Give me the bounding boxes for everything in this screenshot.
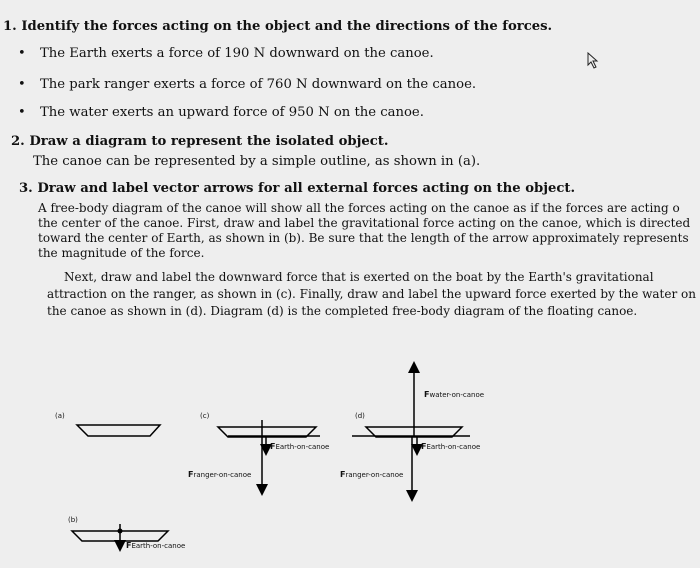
force-label-earth-d: FEarth-on-canoe: [421, 442, 481, 451]
section1-heading: 1. Identify the forces acting on the object and the directions of the forces.: [3, 19, 553, 34]
bullet-earth-force: The Earth exerts a force of 190 N downward on the canoe.: [40, 46, 434, 61]
para1-line: the center of the canoe. First, draw and label the gravitational force acting on the canoe, which is directed: [38, 216, 691, 230]
diagram-a-tag: (a): [55, 412, 65, 420]
force-label-earth-c: FEarth-on-canoe: [270, 442, 330, 451]
bullet-dot: •: [18, 77, 26, 92]
para2-line: the canoe as shown in (d). Diagram (d) is the completed free-body diagram of the floating canoe.: [47, 304, 638, 318]
canoe-outline-a: [77, 425, 160, 436]
diagram-d-tag: (d): [355, 412, 365, 420]
diagram-b-tag: (b): [68, 516, 78, 524]
bullet-dot: •: [18, 46, 26, 61]
force-label-earth-b: FEarth-on-canoe: [126, 541, 186, 550]
bullet-dot: •: [18, 105, 26, 120]
para2-line: Next, draw and label the downward force that is exerted on the boat by the Earth's gravitational: [64, 270, 654, 284]
bullet-water-force: The water exerts an upward force of 950 N on the canoe.: [40, 105, 424, 120]
section2-heading: 2. Draw a diagram to represent the isolated object.: [11, 134, 389, 149]
bullet-ranger-force: The park ranger exerts a force of 760 N downward on the canoe.: [40, 77, 477, 92]
force-label-ranger-c: Franger-on-canoe: [188, 470, 252, 479]
section2-text: The canoe can be represented by a simple outline, as shown in (a).: [33, 154, 481, 169]
force-label-ranger-d: Franger-on-canoe: [340, 470, 404, 479]
canoe-outline-c: [218, 420, 320, 490]
para2-line: attraction on the ranger, as shown in (c). Finally, draw and label the upward force exerted by the water on: [47, 287, 696, 301]
para1-line: toward the center of Earth, as shown in (b). Be sure that the length of the arrow approximately represents: [38, 231, 689, 245]
force-label-water-d: Fwater-on-canoe: [424, 390, 485, 399]
section3-heading: 3. Draw and label vector arrows for all external forces acting on the object.: [19, 181, 576, 196]
para1-line: the magnitude of the force.: [38, 246, 205, 260]
para1-line: A free-body diagram of the canoe will show all the forces acting on the canoe as if the forces are acting o: [38, 201, 680, 215]
diagram-c-tag: (c): [200, 412, 210, 420]
